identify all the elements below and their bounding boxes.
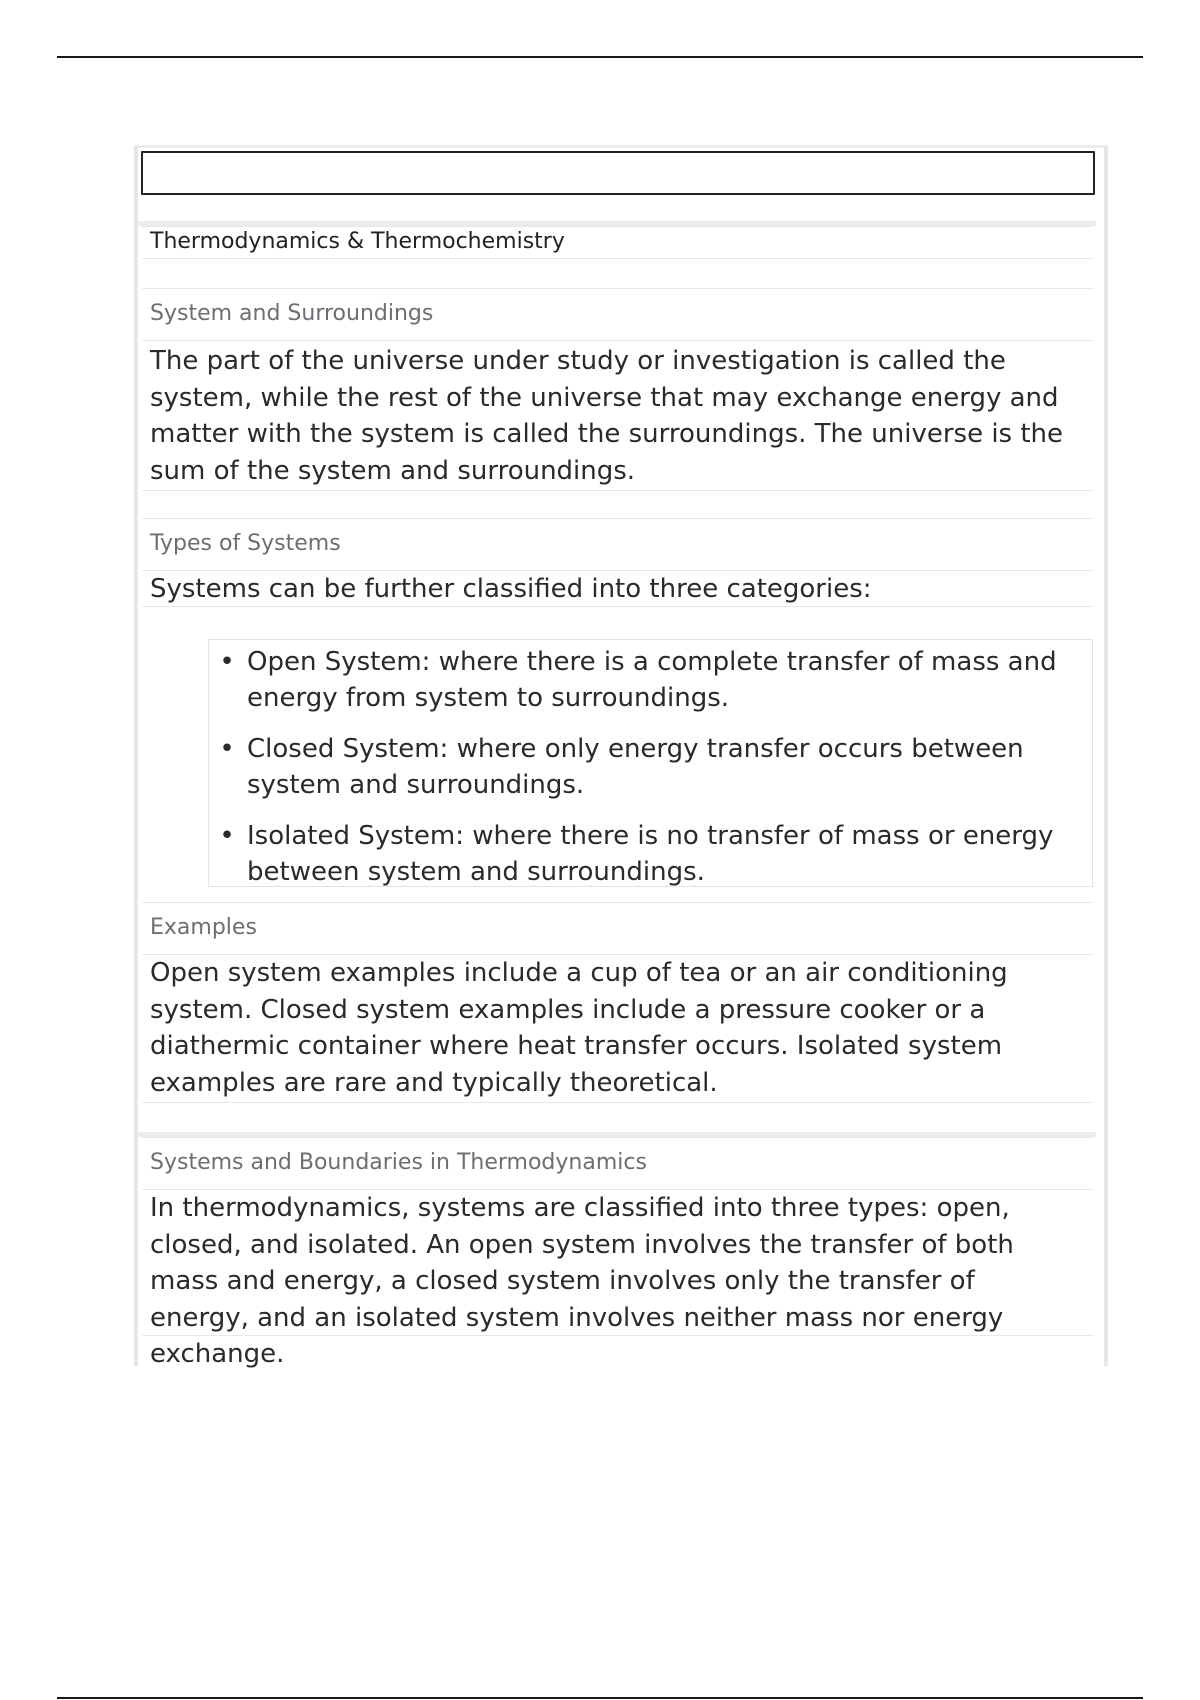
spacer-row <box>142 490 1094 518</box>
list-item-text: Isolated System: where there is no transfer of mass or energy between system and surroundings. <box>247 821 1054 887</box>
spacer-row <box>142 1102 1094 1132</box>
section-body-row <box>142 340 1094 490</box>
section-heading-row <box>142 902 1094 954</box>
section-paragraph: Open system examples include a cup of tea or an air conditioning system. Closed system examples include a pressure cooker or a diathermic container where heat transfer occurs. Isolated system examples are rare and typically theoretical. <box>150 958 1008 1098</box>
document-panel <box>134 145 1108 1369</box>
section-heading-row <box>142 288 1094 340</box>
list-item-text: Closed System: where only energy transfer occurs between system and surroundings. <box>247 734 1024 800</box>
section-body-row <box>142 954 1094 1102</box>
bullet-icon: • <box>219 821 235 851</box>
list-item <box>209 731 1089 803</box>
bottom-rule <box>57 1697 1143 1699</box>
bullet-icon: • <box>219 647 235 677</box>
top-rule <box>57 56 1143 58</box>
bullet-icon: • <box>219 734 235 764</box>
section-body-row <box>142 1189 1094 1369</box>
title-row <box>142 226 1094 258</box>
header-box <box>141 151 1095 195</box>
section-body-row <box>142 570 1094 606</box>
list-item-text: Open System: where there is a complete transfer of mass and energy from system to surroundings. <box>247 647 1057 713</box>
section-paragraph: In thermodynamics, systems are classified into three types: open, closed, and isolated. An open system involves the transfer of both mass and energy, a closed system involves only the transfer of energy, and an isolated system involves neither mass nor energy exchange. <box>150 1193 1014 1369</box>
section-heading: System and Surroundings <box>150 301 434 326</box>
spacer-row <box>142 606 1094 638</box>
section-heading-row <box>142 1137 1094 1189</box>
systems-list <box>208 639 1093 887</box>
spacer-row <box>142 258 1094 288</box>
list-item <box>209 644 1089 716</box>
section-heading-row <box>142 518 1094 570</box>
section-paragraph: Systems can be further classified into three categories: <box>150 574 872 604</box>
document-title: Thermodynamics & Thermochemistry <box>150 229 565 254</box>
section-heading: Examples <box>150 915 257 940</box>
section-paragraph: The part of the universe under study or investigation is called the system, while the rest of the universe that may exchange energy and matter with the system is called the surroundings. The universe is the sum of the system and surroundings. <box>150 346 1064 486</box>
section-heading: Systems and Boundaries in Thermodynamics <box>150 1150 647 1175</box>
list-item <box>209 818 1089 890</box>
section-heading: Types of Systems <box>150 531 341 556</box>
spacer-row <box>142 1335 1094 1366</box>
